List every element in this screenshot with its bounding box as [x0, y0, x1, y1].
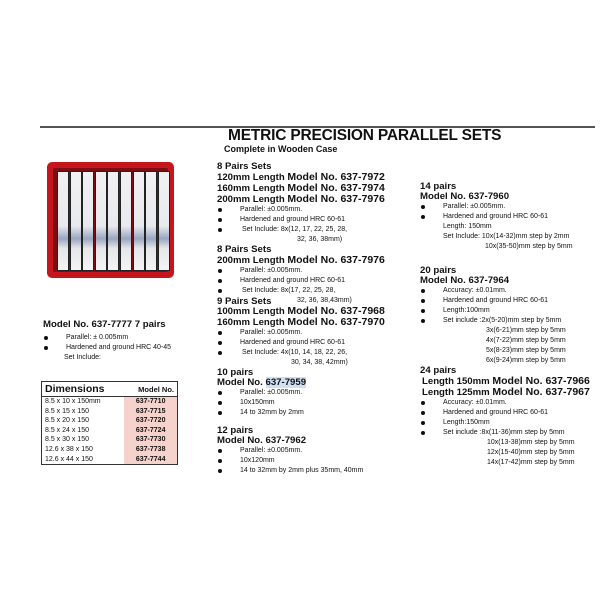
model-number: Model No. 637-7972 — [287, 171, 385, 183]
dimension-cell: 8.5 x 20 x 150 — [45, 417, 89, 425]
bullet: Hardened and ground HRC 60-61 — [420, 408, 590, 418]
length-label: 160mm Length — [217, 317, 285, 328]
bullet: Parallel: ±0.005mm. — [217, 266, 385, 276]
dimension-cell: 8.5 x 10 x 150mm — [45, 398, 101, 405]
model-cell: 637-7730 — [124, 435, 177, 445]
continuation: 14x(17-42)mm step by 5mm — [487, 459, 575, 466]
table-row — [42, 426, 178, 436]
right-column — [420, 182, 590, 468]
bullet: 14 to 32mm by 2mm plus 35mm, 40mm — [217, 466, 385, 476]
section-heading: 10 pairs — [217, 367, 254, 378]
bullet: Set Include: 4x(10, 14, 18, 22, 26, — [217, 348, 385, 358]
continuation: 10x(35-50)mm step by 5mm — [485, 243, 573, 250]
bullet: Hardened and ground HRC 60-61 — [217, 276, 385, 286]
section-heading: 12 pairs — [217, 425, 254, 436]
table-row — [42, 435, 178, 445]
dimension-cell: 8.5 x 24 x 150 — [45, 426, 89, 434]
page-title: METRIC PRECISION PARALLEL SETS — [228, 127, 502, 144]
bullet: 14 to 32mm by 2mm — [217, 408, 385, 418]
bullet: Set Include: 8x(12, 17, 22, 25, 28, — [217, 225, 385, 235]
continuation: 12x(15-40)mm step by 5mm — [487, 449, 575, 456]
continuation: 30, 34, 38, 42mm) — [291, 359, 348, 366]
section-heading: 20 pairs — [420, 265, 457, 276]
parallel-bar — [145, 171, 157, 271]
length-label: 160mm Length — [217, 183, 285, 194]
bullet: 10x120mm — [217, 456, 385, 466]
continuation: 3x(6-21)mm step by 5mm — [486, 327, 566, 334]
bullet: Length:150mm — [420, 418, 590, 428]
dimension-cell: 12.6 x 38 x 150 — [45, 445, 93, 453]
length-label: 200mm Length — [217, 255, 285, 266]
bullet: Parallel: ±0.005mm. — [217, 388, 385, 398]
bullet: Set include :8x(11-36)mm step by 5mm — [420, 428, 590, 438]
parallel-bar — [120, 171, 132, 271]
parallel-bar — [95, 171, 107, 271]
model-cell: 637-7738 — [124, 445, 177, 455]
section-heading: 24 pairs — [420, 365, 457, 376]
section-heading: 8 Pairs Sets — [217, 161, 272, 172]
model-number-highlighted: 637-7959 — [265, 377, 307, 388]
model-number: Model No. 637-7974 — [287, 182, 385, 194]
bullet: Hardened and ground HRC 60-61 — [217, 338, 385, 348]
model-number: Model No. 637-7968 — [287, 305, 385, 317]
bullet: Parallel: ± 0.005mm — [43, 333, 171, 343]
model-cell: 637-7710 — [124, 397, 177, 407]
model-heading: Model No. 637-7777 7 pairs — [43, 319, 166, 330]
continuation: 6x(9-24)mm step by 5mm — [486, 357, 566, 364]
set-include-label: Set Include: — [64, 354, 101, 361]
table-row — [42, 445, 178, 455]
length-label: Length 150mm — [422, 376, 490, 387]
length-label: 200mm Length — [217, 194, 285, 205]
parallel-bar — [158, 171, 170, 271]
table-row — [42, 397, 178, 407]
model-cell: 637-7715 — [124, 407, 177, 417]
continuation: Set Include: 10x(14-32)mm step by 2mm — [443, 233, 570, 240]
model-number: Model No. 637-7967 — [492, 386, 590, 398]
continuation: 32, 36, 38mm) — [297, 236, 343, 243]
dimension-cell: 8.5 x 30 x 150 — [45, 436, 89, 444]
continuation: 4x(7-22)mm step by 5mm — [486, 337, 566, 344]
dimension-cell: 8.5 x 15 x 150 — [45, 407, 89, 415]
bullet: Hardened and ground HRC 40-45 — [43, 343, 171, 353]
model-number: Model No. 637-7976 — [287, 193, 385, 205]
parallel-bar — [82, 171, 94, 271]
bullet: Hardened and ground HRC 60-61 — [217, 215, 385, 225]
bullet: Accuracy: ±0.01mm. — [420, 398, 590, 408]
model-number: Model No. 637-7976 — [287, 254, 385, 266]
model-cell: 637-7720 — [124, 416, 177, 426]
bullet: Hardened and ground HRC 60-61 — [420, 212, 590, 222]
model-number: Model No. 637-7962 — [217, 435, 307, 446]
continuation: 5x(8-23)mm step by 5mm — [486, 347, 566, 354]
length-label: 120mm Length — [217, 172, 285, 183]
bullet: Set include :2x(5-20)mm step by 5mm — [420, 316, 590, 326]
section-heading: 14 pairs — [420, 181, 457, 192]
parallel-set-photo — [47, 162, 174, 278]
table-row — [42, 407, 178, 417]
length-label: Length 125mm — [422, 387, 490, 398]
continuation: 32, 36, 38,43mm) — [297, 297, 352, 304]
parallel-bar — [107, 171, 119, 271]
parallel-bar — [133, 171, 145, 271]
bullet: Length:100mm — [420, 306, 590, 316]
model-7777-block — [43, 320, 171, 363]
model-cell: 637-7724 — [124, 426, 177, 436]
parallel-bar — [57, 171, 69, 271]
dimensions-table — [41, 381, 178, 465]
middle-column — [217, 162, 385, 476]
bullet: Parallel: ±0.005mm. — [420, 202, 590, 212]
column-header-model: Model No. — [124, 382, 177, 397]
bullet: Parallel: ±0.005mm. — [217, 205, 385, 215]
model-number: Model No. 637-7960 — [420, 191, 510, 202]
dimension-cell: 12.6 x 44 x 150 — [45, 455, 93, 463]
bullet: Parallel: ±0.005mm. — [217, 446, 385, 456]
section-heading: 8 Pairs Sets — [217, 244, 272, 255]
page-subtitle: Complete in Wooden Case — [224, 144, 338, 154]
model-cell: 637-7744 — [124, 455, 177, 465]
model-number: Model No. 637-7970 — [287, 316, 385, 328]
section-heading: 9 Pairs Sets — [217, 296, 272, 307]
bullet: Hardened and ground HRC 60-61 — [420, 296, 590, 306]
bullet: Parallel: ±0.005mm. — [217, 328, 385, 338]
length-label: 100mm Length — [217, 306, 285, 317]
column-header-dimensions: Dimensions — [42, 382, 125, 397]
parallel-bar — [70, 171, 82, 271]
bullet: Accuracy: ±0.01mm. — [420, 286, 590, 296]
bullet: 10x150mm — [217, 398, 385, 408]
table-row — [42, 416, 178, 426]
model-label: Model No. — [217, 377, 266, 388]
continuation: Length: 150mm — [443, 223, 492, 230]
model-number: Model No. 637-7964 — [420, 275, 510, 286]
bullet: Set Include: 8x(17, 22, 25, 28, — [217, 286, 385, 296]
model-number: Model No. 637-7966 — [492, 375, 590, 387]
continuation: 10x(13-38)mm step by 5mm — [487, 439, 575, 446]
table-row — [42, 455, 178, 465]
